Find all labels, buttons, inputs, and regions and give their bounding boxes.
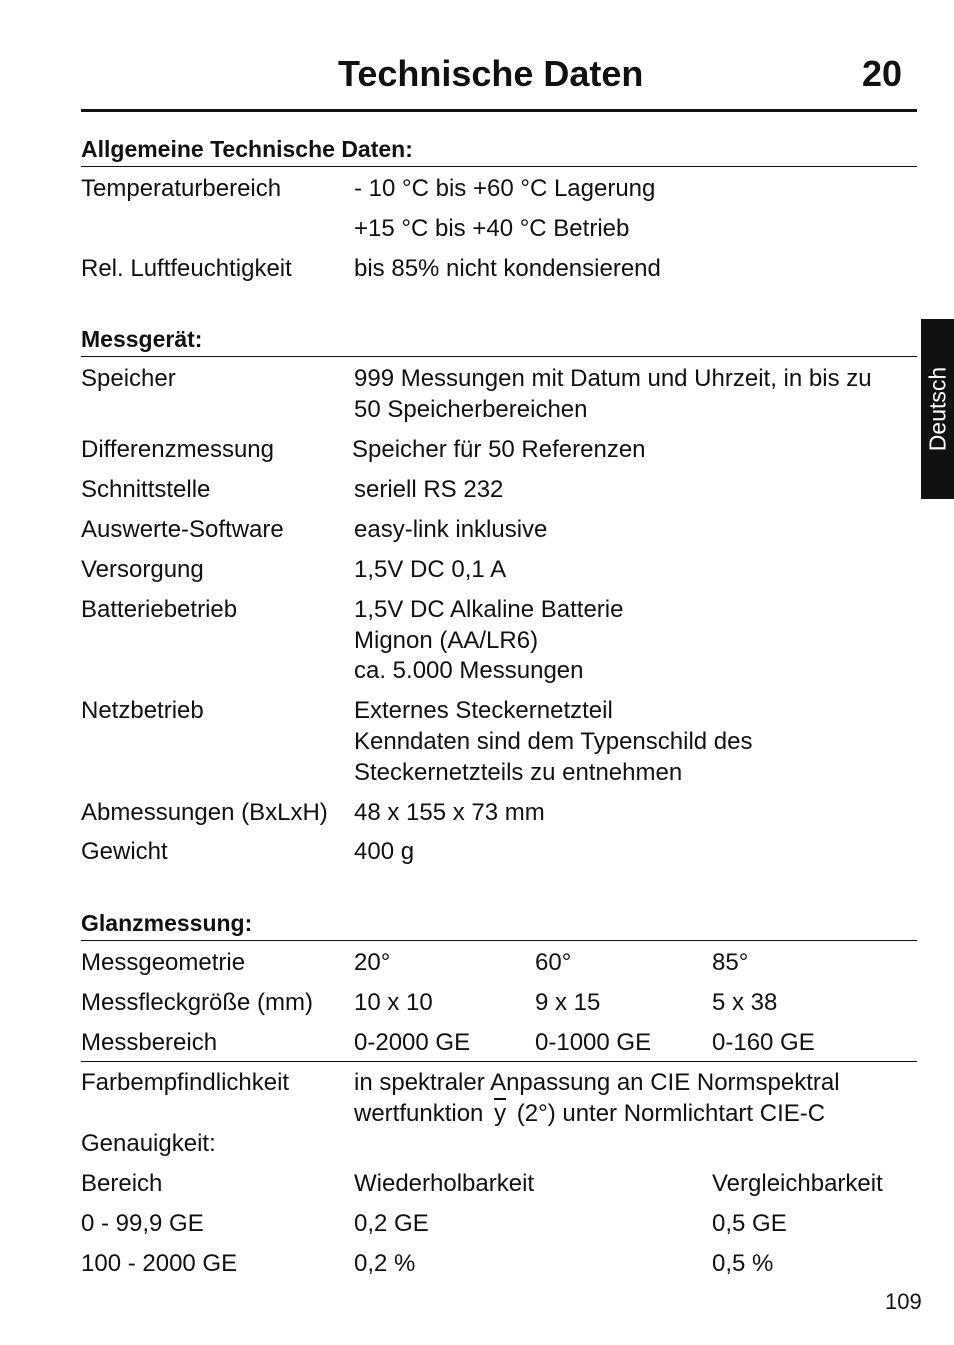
battery-label: Batteriebetrieb [81,596,238,623]
y-bar-symbol: $\overline{y}$ [494,1100,507,1127]
accuracy-label: Genauigkeit: [81,1130,216,1157]
dims-value: 48 x 155 x 73 mm [354,799,545,826]
battery-value-line3: ca. 5.000 Messungen [354,657,584,684]
interface-label: Schnittstelle [81,476,211,503]
geometry-label: Messgeometrie [81,949,246,976]
memory-value-line2: 50 Speicherbereichen [354,396,588,423]
section-rule-general [81,166,917,167]
mains-value-line2: Kenndaten sind dem Typenschild des [354,728,753,755]
accuracy-header-repeatability: Wiederholbarkeit [354,1170,535,1197]
battery-value-line1: 1,5V DC Alkaline Batterie [354,596,624,623]
page-title: Technische Daten [338,53,644,94]
accuracy-header-range: Bereich [81,1170,163,1197]
header-rule [81,109,917,112]
mains-value-line3: Steckernetzteils zu entnehmen [354,759,683,786]
software-label: Auswerte-Software [81,516,284,543]
color-label: Farbempfindlichkeit [81,1069,290,1096]
geometry-value-85: 85° [712,949,749,976]
spot-label: Messfleckgröße (mm) [81,989,314,1016]
range-value-60: 0-1000 GE [535,1029,652,1056]
memory-label: Speicher [81,365,176,392]
interface-value: seriell RS 232 [354,476,504,503]
color-value-line2-pre: wertfunktion [354,1100,484,1127]
weight-value: 400 g [354,838,415,865]
accuracy-row1-repeatability: 0,2 GE [354,1210,429,1237]
weight-label: Gewicht [81,838,168,865]
accuracy-row2-range: 100 - 2000 GE [81,1250,238,1277]
page-number: 109 [885,1289,922,1314]
software-value: easy-link inklusive [354,516,548,543]
supply-label: Versorgung [81,556,204,583]
geometry-value-60: 60° [535,949,572,976]
battery-value-line2: Mignon (AA/LR6) [354,627,539,654]
memory-value-line1: 999 Messungen mit Datum und Uhrzeit, in bis zu [354,365,872,392]
section-rule-device [81,356,917,357]
spot-value-20: 10 x 10 [354,989,433,1016]
humidity-label: Rel. Luftfeuchtigkeit [81,255,292,282]
color-value-line1: in spektraler Anpassung an CIE Normspektral [354,1069,840,1096]
range-label: Messbereich [81,1029,218,1056]
accuracy-row2-comparability: 0,5 % [712,1250,774,1277]
dims-label: Abmessungen (BxLxH) [81,799,328,826]
accuracy-header-comparability: Vergleichbarkeit [712,1170,883,1197]
accuracy-row2-repeatability: 0,2 % [354,1250,416,1277]
accuracy-row1-range: 0 - 99,9 GE [81,1210,204,1237]
diff-value: Speicher für 50 Referenzen [352,436,646,463]
temp-value-operation: +15 °C bis +40 °C Betrieb [354,215,630,242]
table-rule [81,1061,917,1062]
language-tab [921,319,954,499]
color-value-line2-post: (2°) unter Normlichtart CIE-C [516,1100,826,1127]
color-value-line2 [354,1098,825,1129]
supply-value: 1,5V DC 0,1 A [354,556,507,583]
geometry-value-20: 20° [354,949,391,976]
chapter-number: 20 [862,53,903,94]
mains-value-line1: Externes Steckernetzteil [354,697,613,724]
mains-label: Netzbetrieb [81,697,204,724]
section-heading-general: Allgemeine Technische Daten: [81,136,413,162]
range-value-85: 0-160 GE [712,1029,815,1056]
section-rule-gloss [81,940,917,941]
accuracy-row1-comparability: 0,5 GE [712,1210,787,1237]
spot-value-60: 9 x 15 [535,989,601,1016]
temp-value-storage: - 10 °C bis +60 °C Lagerung [354,175,656,202]
language-tab-label: Deutsch [924,366,950,452]
spot-value-85: 5 x 38 [712,989,778,1016]
diff-label: Differenzmessung [81,436,274,463]
section-heading-device: Messgerät: [81,326,203,352]
temp-label: Temperaturbereich [81,175,282,202]
range-value-20: 0-2000 GE [354,1029,471,1056]
section-heading-gloss: Glanzmessung: [81,910,253,936]
humidity-value: bis 85% nicht kondensierend [354,255,661,282]
